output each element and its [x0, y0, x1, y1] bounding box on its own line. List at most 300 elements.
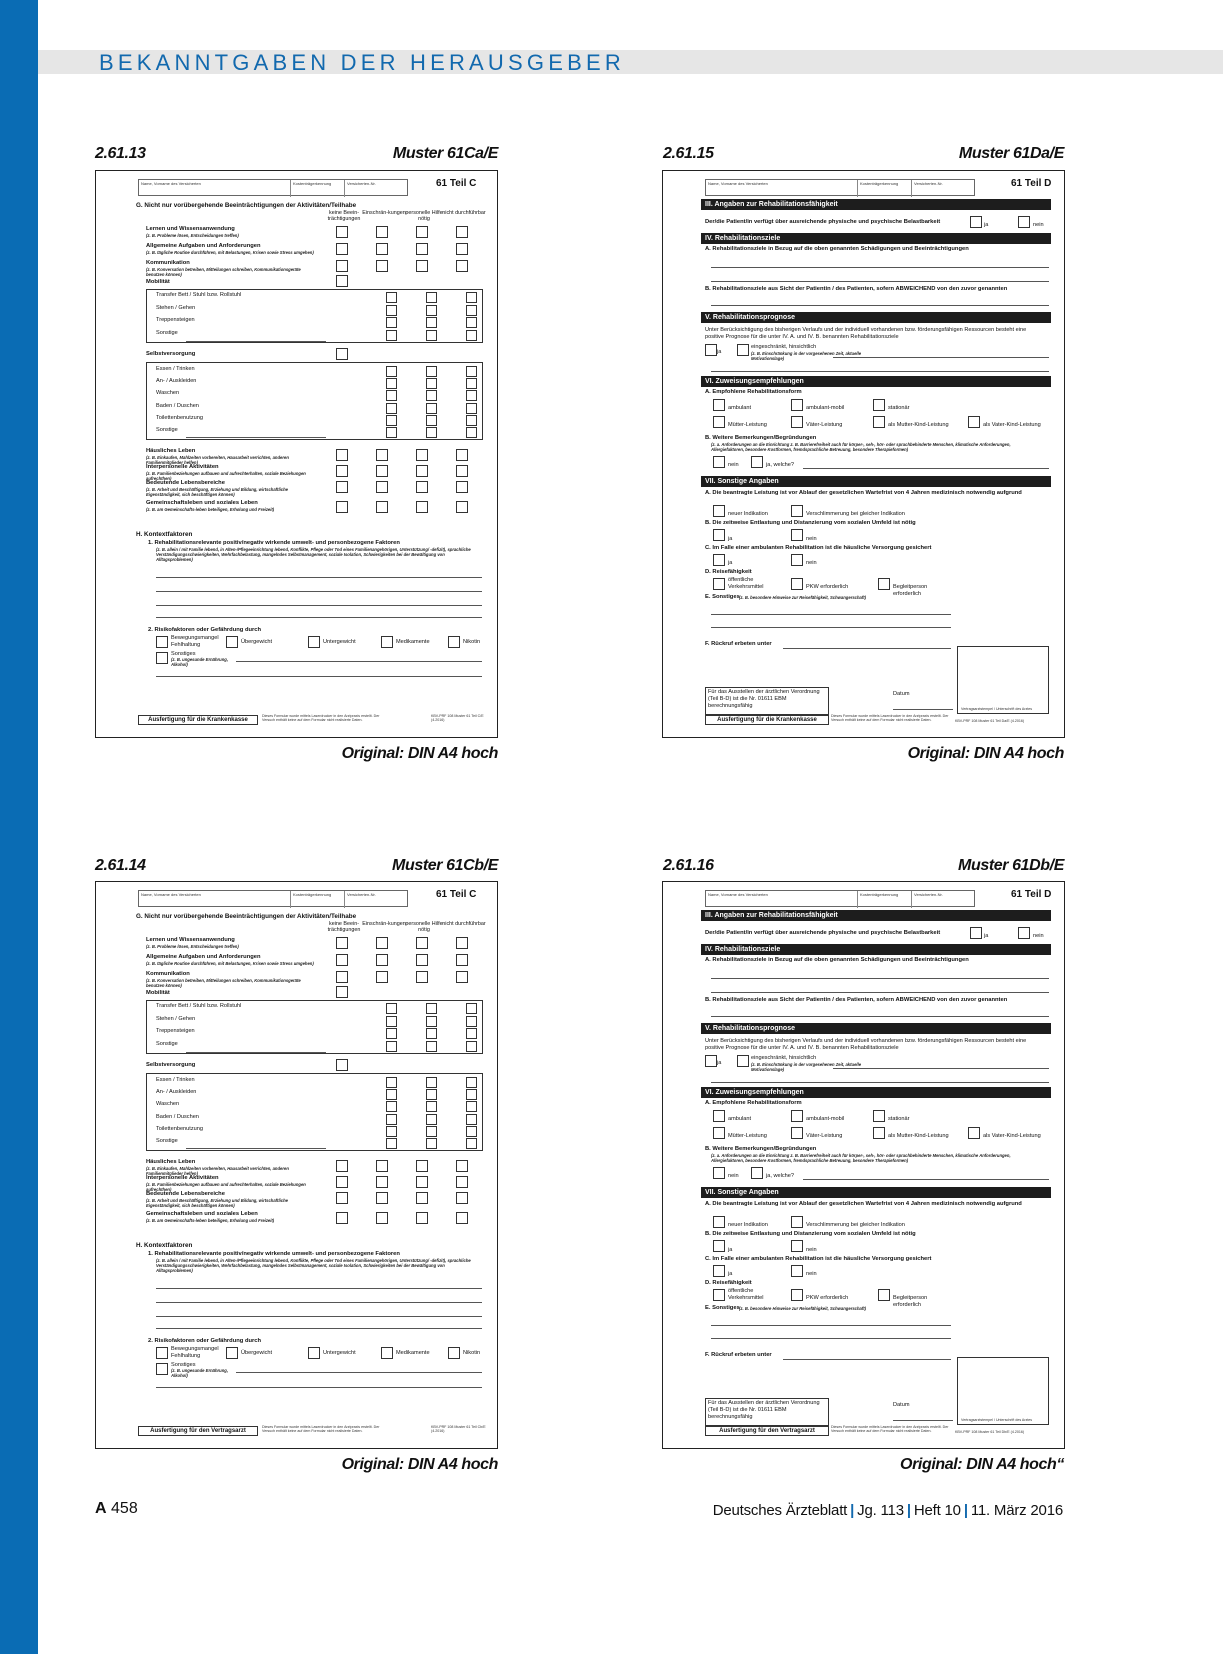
activity-label: Kommunikation: [146, 971, 190, 977]
section-v-bar: V. Rehabilitationsprognose: [701, 1023, 1051, 1034]
checkbox[interactable]: [426, 1041, 437, 1052]
checkbox[interactable]: [791, 1289, 803, 1301]
checkbox[interactable]: [456, 1192, 468, 1204]
checkbox[interactable]: [416, 260, 428, 272]
checkbox[interactable]: [456, 481, 468, 493]
checkbox[interactable]: [376, 954, 388, 966]
checkbox[interactable]: [156, 1347, 168, 1359]
risk-label: Medikamente: [396, 639, 430, 645]
activity-note: (z. B. Arbeit und Beschäftigung, Erziehung und Bildung, wirtschaftliche Eigenständigkeit, sich beschäftigen können): [146, 487, 288, 497]
checkbox[interactable]: [386, 415, 397, 426]
checkbox[interactable]: [713, 554, 725, 566]
checkbox[interactable]: [336, 1192, 348, 1204]
checkbox[interactable]: [376, 1212, 388, 1224]
form-code: KBV-PRF 108 Muster 61 Teil Da/E (4.2016): [955, 719, 1025, 723]
checkbox[interactable]: [713, 1240, 725, 1252]
checkbox[interactable]: [713, 578, 725, 590]
risk-factors-label: 2. Risikofaktoren oder Gefährdung durch: [148, 627, 262, 633]
travel-option: PKW erforderlich: [806, 1295, 849, 1301]
insured-header-box: [138, 179, 408, 196]
checkbox[interactable]: [376, 243, 388, 255]
checkbox[interactable]: [466, 305, 477, 316]
section-vi-bar: VI. Zuweisungsempfehlungen: [701, 376, 1051, 387]
column-header: personelle Hilfe nötig: [405, 210, 443, 222]
context-factors-label: 1. Rehabilitationsrelevante positiv/negativ wirkende umwelt- und personbezogene Faktoren: [148, 540, 400, 546]
checkbox[interactable]: [386, 1028, 397, 1039]
checkbox[interactable]: [416, 971, 428, 983]
checkbox[interactable]: [713, 529, 725, 541]
restricted-note: (z. B. Einschränkung in der vorgesehenen Zeit, aktuelle Motivationslage): [751, 1062, 862, 1072]
checkbox[interactable]: [416, 465, 428, 477]
section-muster: Muster 61Cb/E: [392, 857, 498, 874]
checkbox[interactable]: [791, 578, 803, 590]
checkbox[interactable]: [376, 449, 388, 461]
checkbox[interactable]: [466, 403, 477, 414]
checkbox[interactable]: [386, 330, 397, 341]
risk-factors-label: 2. Risikofaktoren oder Gefährdung durch: [148, 1338, 262, 1344]
checkbox[interactable]: [751, 456, 763, 468]
checkbox[interactable]: [376, 1192, 388, 1204]
checkbox[interactable]: [416, 1192, 428, 1204]
checkbox[interactable]: [386, 317, 397, 328]
relief-label: B. Die zeitweise Entlastung und Distanzierung vom sozialen Umfeld ist nötig: [705, 1231, 916, 1237]
checkbox[interactable]: [386, 427, 397, 438]
checkbox[interactable]: [713, 1127, 725, 1139]
self-care-item: An- / Auskleiden: [156, 1089, 197, 1096]
new-indication-label: neuer Indikation: [728, 1222, 768, 1228]
checkbox[interactable]: [878, 578, 890, 590]
context-factors-note: (z. B. allein / mit Familie lebend, in Alten-/Pflegeeinrichtung lebend, Konflikte, Pflege oder Tod eines Familienangehörigen, Unterstützung/ -defizit), sprachliche Verständigungsschwierigkeiten, Wehrfachbelastung, mangelndes Selbstmanagement, soziale Isolation, Schwierigkeiten bei der Bewältigung von Alltagsproblemen): [156, 1258, 471, 1273]
self-care-item: An- / Auskleiden: [156, 378, 197, 385]
self-care-item: Waschen: [156, 1101, 180, 1108]
answer-line: [711, 281, 1049, 282]
checkbox[interactable]: [873, 1110, 885, 1122]
checkbox[interactable]: [713, 1289, 725, 1301]
answer-line: [156, 1288, 482, 1289]
checkbox[interactable]: [426, 1089, 437, 1100]
form-small-print: Dieses Formular wurde mittels Laserdrucker in den Arztpraxis erstellt. Der Versuch enthält keine auf dem Formular nicht realisierte Daten.: [831, 714, 949, 723]
checkbox[interactable]: [426, 1138, 437, 1149]
checkbox[interactable]: [466, 1126, 477, 1137]
yes-label: ja: [984, 933, 989, 939]
checkbox[interactable]: [791, 416, 803, 428]
checkbox[interactable]: [466, 427, 477, 438]
mobility-item: Stehen / Gehen: [156, 1015, 196, 1022]
checkbox[interactable]: [336, 481, 348, 493]
header-field-label: Name, Vorname des Versicherten: [706, 180, 858, 197]
checkbox[interactable]: [466, 1028, 477, 1039]
checkbox[interactable]: [466, 1138, 477, 1149]
checkbox[interactable]: [456, 1160, 468, 1172]
checkbox[interactable]: [386, 1138, 397, 1149]
checkbox[interactable]: [386, 403, 397, 414]
checkbox[interactable]: [791, 1265, 803, 1277]
checkbox[interactable]: [466, 292, 477, 303]
no-label: nein: [1033, 222, 1044, 228]
checkbox[interactable]: [426, 317, 437, 328]
checkbox[interactable]: [381, 1347, 393, 1359]
no-label: nein: [728, 1173, 739, 1179]
answer-line: [711, 1016, 1049, 1017]
checkbox[interactable]: [456, 243, 468, 255]
section-number: 2.61.13: [95, 145, 146, 162]
checkbox[interactable]: [791, 1127, 803, 1139]
checkbox[interactable]: [791, 529, 803, 541]
checkbox[interactable]: [156, 652, 168, 664]
checkbox[interactable]: [376, 1160, 388, 1172]
checkbox[interactable]: [416, 243, 428, 255]
activity-note: (z. B. Einkaufen, Mahlzeiten vorbereiten, Hausarbeit verrichten, anderen Familienmitglieder helfen): [146, 455, 289, 465]
checkbox[interactable]: [456, 449, 468, 461]
checkbox[interactable]: [386, 1016, 397, 1027]
checkbox[interactable]: [791, 505, 803, 517]
checkbox[interactable]: [448, 636, 460, 648]
activity-note: (z. B. Konversation betreiben, Mitteilungen schreiben, Kommunikationsgeräte benutzen können): [146, 267, 301, 277]
risk-label: Nikotin: [463, 639, 481, 645]
checkbox[interactable]: [381, 636, 393, 648]
journal-name: Deutsches Ärzteblatt: [712, 1502, 848, 1519]
checkbox[interactable]: [873, 416, 885, 428]
checkbox[interactable]: [376, 1176, 388, 1188]
header-field-label: Kostenträgerkennung: [291, 180, 345, 197]
remarks-note: (z. a. Anforderungen an die Einrichtung z. B. Barrierefreiheit auch für körper-, seh-, hör- oder sprachbehinderte Menschen, klimatische Anforderungen, Allergiefaktoren, besondere Kostformen, fremdsprachliche Betreuung, besondere Therapieformen): [711, 1153, 1011, 1163]
checkbox[interactable]: [968, 1127, 980, 1139]
checkbox[interactable]: [466, 1041, 477, 1052]
checkbox[interactable]: [416, 226, 428, 238]
checkbox[interactable]: [386, 1089, 397, 1100]
column-header: keine Beein-trächtigungen: [327, 921, 361, 933]
yes-which-label: ja, welche?: [766, 1173, 794, 1179]
checkbox[interactable]: [376, 937, 388, 949]
checkbox[interactable]: [336, 260, 348, 272]
answer-line: [711, 1082, 1049, 1083]
checkbox[interactable]: [426, 366, 437, 377]
checkbox[interactable]: [466, 1101, 477, 1112]
section-g-title: G. Nicht nur vorübergehende Beeinträchtigungen der Aktivitäten/Teilhabe: [136, 202, 357, 209]
checkbox[interactable]: [426, 1101, 437, 1112]
answer-line: [711, 614, 951, 615]
checkbox[interactable]: [386, 366, 397, 377]
checkbox[interactable]: [426, 1003, 437, 1014]
checkbox[interactable]: [466, 1016, 477, 1027]
rehab-form-label: A. Empfohlene Rehabilitationsform: [705, 1100, 802, 1106]
checkbox[interactable]: [416, 954, 428, 966]
section-v-bar: V. Rehabilitationsprognose: [701, 312, 1051, 323]
rehab-form-option: Mütter-Leistung: [728, 1133, 767, 1139]
checkbox[interactable]: [448, 1347, 460, 1359]
checkbox[interactable]: [376, 465, 388, 477]
mobility-item: Sonstige: [156, 329, 178, 336]
checkbox[interactable]: [386, 390, 397, 401]
risk-label: Nikotin: [463, 1350, 481, 1356]
page-header-title: BEKANNTGABEN DER HERAUSGEBER: [99, 50, 625, 75]
page-number: [95, 1500, 138, 1518]
checkbox[interactable]: [466, 366, 477, 377]
checkbox[interactable]: [456, 937, 468, 949]
checkbox[interactable]: [426, 1126, 437, 1137]
activity-note: (z. B. Probleme lösen, Entscheidungen treffen): [146, 233, 239, 238]
waiting-period-label: A. Die beantragte Leistung ist vor Ablauf der gesetzlichen Wartefrist von 4 Jahren medizinisch notwendig aufgrund: [705, 1201, 1022, 1207]
activity-note: (z. B. tägliche Routine durchführen, mit Belastungen, Krisen sowie Stress umgehen): [146, 961, 314, 966]
checkbox[interactable]: [336, 954, 348, 966]
checkbox[interactable]: [386, 1003, 397, 1014]
checkbox[interactable]: [426, 378, 437, 389]
no-label: nein: [806, 1247, 817, 1253]
checkbox[interactable]: [226, 636, 238, 648]
checkbox[interactable]: [456, 1212, 468, 1224]
checkbox[interactable]: [156, 636, 168, 648]
checkbox[interactable]: [456, 260, 468, 272]
activity-label: Bedeutende Lebensbereiche: [146, 480, 225, 486]
checkbox[interactable]: [376, 971, 388, 983]
checkbox[interactable]: [713, 399, 725, 411]
self-care-item: Baden / Duschen: [156, 402, 199, 409]
relief-label: B. Die zeitweise Entlastung und Distanzierung vom sozialen Umfeld ist nötig: [705, 520, 916, 526]
header-field-label: Kostenträgerkennung: [858, 180, 912, 197]
rehab-form-option: stationär: [888, 1116, 910, 1122]
checkbox[interactable]: [376, 260, 388, 272]
yes-label: ja: [728, 1247, 733, 1253]
page-prefix: A: [95, 1500, 107, 1517]
checkbox[interactable]: [456, 501, 468, 513]
section-number: 2.61.14: [95, 857, 146, 874]
checkbox[interactable]: [878, 1289, 890, 1301]
risk-label: Untergewicht: [323, 639, 356, 645]
checkbox[interactable]: [426, 1016, 437, 1027]
ebm-note: Für das Ausstellen der ärztlichen Verordnung (Teil B-D) ist die Nr. 01611 EBM berechnungsfähig: [708, 1400, 820, 1420]
activity-note: (z. B. Familienbeziehungen aufbauen und aufrechterhalten, soziale Beziehungen aufrechthen): [146, 1182, 306, 1192]
checkbox[interactable]: [466, 1114, 477, 1125]
activity-label: Häusliches Leben: [146, 448, 196, 454]
rehab-form-option: ambulant: [728, 1116, 752, 1122]
checkbox[interactable]: [426, 330, 437, 341]
checkbox[interactable]: [426, 415, 437, 426]
checkbox[interactable]: [466, 330, 477, 341]
checkbox[interactable]: [466, 378, 477, 389]
checkbox[interactable]: [791, 1110, 803, 1122]
activity-label: Bedeutende Lebensbereiche: [146, 1191, 225, 1197]
checkbox[interactable]: [737, 344, 749, 356]
new-indication-label: neuer Indikation: [728, 511, 768, 517]
checkbox[interactable]: [426, 1114, 437, 1125]
checkbox[interactable]: [456, 971, 468, 983]
answer-line: [783, 648, 951, 649]
checkbox[interactable]: [1018, 216, 1030, 228]
checkbox[interactable]: [705, 344, 717, 356]
restricted-label: eingeschränkt, hinsichtlich: [751, 1055, 817, 1061]
checkbox[interactable]: [456, 226, 468, 238]
goals-b-label: B. Rehabilitationsziele aus Sicht der Patientin / des Patienten, sofern ABWEICHEND von den zuvor genannten: [705, 997, 1008, 1003]
checkbox[interactable]: [968, 416, 980, 428]
original-format-note: Original: DIN A4 hoch: [341, 745, 498, 762]
risk-label: Übergewicht: [241, 639, 273, 645]
callback-label: F. Rückruf erbeten unter: [705, 641, 772, 647]
checkbox[interactable]: [416, 1176, 428, 1188]
checkbox[interactable]: [713, 416, 725, 428]
journal-volume: Jg. 113: [857, 1502, 904, 1519]
goals-a-label: A. Rehabilitationsziele in Bezug auf die oben genannten Schädigungen und Beeinträchtigungen: [705, 957, 969, 963]
checkbox[interactable]: [713, 1110, 725, 1122]
checkbox[interactable]: [336, 226, 348, 238]
checkbox[interactable]: [416, 937, 428, 949]
section-h-title: H. Kontextfaktoren: [136, 1242, 193, 1249]
risk-label: Übergewicht: [241, 1350, 273, 1356]
checkbox[interactable]: [791, 1216, 803, 1228]
checkbox[interactable]: [336, 465, 348, 477]
page-number-value: 458: [111, 1500, 138, 1517]
rehab-form-option: Mütter-Leistung: [728, 422, 767, 428]
section-vii-bar: VII. Sonstige Angaben: [701, 476, 1051, 487]
form-code: KBV-PRF 108 Muster 61 Teil Db/E (4.2016): [955, 1430, 1025, 1434]
checkbox[interactable]: [416, 1160, 428, 1172]
checkbox[interactable]: [386, 1101, 397, 1112]
risk-label: Medikamente: [396, 1350, 430, 1356]
section-muster: Muster 61Db/E: [958, 857, 1064, 874]
checkbox[interactable]: [376, 226, 388, 238]
checkbox[interactable]: [376, 481, 388, 493]
checkbox[interactable]: [466, 1077, 477, 1088]
checkbox[interactable]: [336, 449, 348, 461]
checkbox[interactable]: [466, 1003, 477, 1014]
activity-label: Allgemeine Aufgaben und Anforderungen: [146, 243, 261, 249]
remarks-note: (z. a. Anforderungen an die Einrichtung z. B. Barrierefreiheit auch für körper-, seh-, hör- oder sprachbehinderte Menschen, klimatische Anforderungen, Allergiefaktoren, besondere Kostformen, fremdsprachliche Betreuung, besondere Therapieformen): [711, 442, 1011, 452]
checkbox[interactable]: [336, 1212, 348, 1224]
checkbox[interactable]: [226, 1347, 238, 1359]
checkbox[interactable]: [791, 399, 803, 411]
checkbox[interactable]: [336, 1176, 348, 1188]
line: [186, 341, 326, 342]
date-line: [893, 1420, 953, 1421]
activity-note: (z. B. Konversation betreiben, Mitteilungen schreiben, Kommunikationsgeräte benutzen können): [146, 978, 301, 988]
checkbox[interactable]: [466, 1089, 477, 1100]
no-label: nein: [1033, 933, 1044, 939]
checkbox[interactable]: [416, 1212, 428, 1224]
self-care-label: Selbstversorgung: [146, 351, 196, 357]
mobility-item: Sonstige: [156, 1040, 178, 1047]
checkbox[interactable]: [336, 501, 348, 513]
checkbox[interactable]: [466, 390, 477, 401]
checkbox[interactable]: [791, 554, 803, 566]
checkbox[interactable]: [1018, 927, 1030, 939]
checkbox[interactable]: [751, 1167, 763, 1179]
checkbox[interactable]: [873, 1127, 885, 1139]
original-format-note: Original: DIN A4 hoch: [907, 745, 1064, 762]
checkbox[interactable]: [466, 415, 477, 426]
activity-label: Kommunikation: [146, 260, 190, 266]
checkbox[interactable]: [336, 937, 348, 949]
checkbox[interactable]: [386, 292, 397, 303]
checkbox[interactable]: [713, 1216, 725, 1228]
checkbox[interactable]: [713, 1167, 725, 1179]
checkbox[interactable]: [308, 636, 320, 648]
form-code: KBV-PRF 108 Muster 61 Teil Cb/E (4.2016): [431, 1425, 486, 1434]
checkbox[interactable]: [156, 1363, 168, 1375]
yes-which-label: ja, welche?: [766, 462, 794, 468]
checkbox[interactable]: [970, 927, 982, 939]
rehab-form-option: ambulant-mobil: [806, 405, 845, 411]
checkbox[interactable]: [426, 1077, 437, 1088]
checkbox[interactable]: [456, 465, 468, 477]
checkbox[interactable]: [386, 1041, 397, 1052]
checkbox[interactable]: [873, 399, 885, 411]
checkbox[interactable]: [336, 971, 348, 983]
checkbox[interactable]: [426, 292, 437, 303]
checkbox[interactable]: [713, 1265, 725, 1277]
mobility-item: Transfer Bett / Stuhl bzw. Rollstuhl: [156, 1003, 242, 1009]
answer-line: [156, 577, 482, 578]
checkbox[interactable]: [456, 1176, 468, 1188]
checkbox[interactable]: [791, 1240, 803, 1252]
header-field-label: Name, Vorname des Versicherten: [139, 180, 291, 197]
stamp-note: Vertragsarztstempel / Unterschrift des Arztes: [961, 707, 1033, 711]
checkbox[interactable]: [386, 1126, 397, 1137]
section-iii-bar: III. Angaben zur Rehabilitationsfähigkeit: [701, 199, 1051, 210]
checkbox[interactable]: [336, 1160, 348, 1172]
answer-line: [711, 305, 1049, 306]
checkbox[interactable]: [336, 1059, 348, 1071]
checkbox[interactable]: [386, 305, 397, 316]
checkbox[interactable]: [416, 481, 428, 493]
answer-line: [711, 1338, 951, 1339]
activity-note: (z. B. Einkaufen, Mahlzeiten vorbereiten, Hausarbeit verrichten, anderen Familienmitglieder helfen): [146, 1166, 289, 1176]
checkbox[interactable]: [386, 1077, 397, 1088]
travel-option: Begleitperson erforderlich: [893, 1295, 928, 1308]
checkbox[interactable]: [466, 317, 477, 328]
checkbox[interactable]: [426, 390, 437, 401]
column-header: nicht durchführbar: [442, 921, 486, 927]
activity-note: (z. B. Probleme lösen, Entscheidungen treffen): [146, 944, 239, 949]
answer-line: [156, 617, 482, 618]
checkbox[interactable]: [336, 243, 348, 255]
checkbox[interactable]: [336, 275, 348, 287]
header-field-label: Versicherten-Nr.: [914, 892, 943, 897]
checkbox[interactable]: [386, 378, 397, 389]
section-muster: Muster 61Da/E: [958, 145, 1064, 162]
checkbox[interactable]: [416, 501, 428, 513]
checkbox[interactable]: [376, 501, 388, 513]
checkbox[interactable]: [426, 1028, 437, 1039]
checkbox[interactable]: [426, 427, 437, 438]
answer-line: [783, 1359, 951, 1360]
answer-line: [711, 978, 1049, 979]
checkbox[interactable]: [426, 403, 437, 414]
checkbox[interactable]: [970, 216, 982, 228]
checkbox[interactable]: [336, 348, 348, 360]
worsening-label: Verschlimmerung bei gleicher Indikation: [806, 511, 905, 517]
other-note: (z. B. besondere Hinweise zur Reisefähigkeit, Schwangerschaft): [739, 595, 867, 600]
checkbox[interactable]: [308, 1347, 320, 1359]
checkbox[interactable]: [713, 456, 725, 468]
capacity-statement: Der/die Patient/in verfügt über ausreichende physische und psychische Belastbarkeit: [705, 930, 941, 936]
checkbox[interactable]: [426, 305, 437, 316]
checkbox[interactable]: [336, 986, 348, 998]
checkbox[interactable]: [456, 954, 468, 966]
checkbox[interactable]: [416, 449, 428, 461]
checkbox[interactable]: [386, 1114, 397, 1125]
other-label: E. Sonstiges: [705, 1305, 740, 1311]
activity-note: (z. B. tägliche Routine durchführen, mit Belastungen, Krisen sowie Stress umgehen): [146, 250, 314, 255]
activity-label: Interpersonelle Aktivitäten: [146, 464, 219, 470]
rehab-form-option: als Mutter-Kind-Leistung: [888, 422, 949, 428]
checkbox[interactable]: [705, 1055, 717, 1067]
checkbox[interactable]: [713, 505, 725, 517]
answer-line: [156, 591, 482, 592]
checkbox[interactable]: [737, 1055, 749, 1067]
answer-line: [833, 1068, 1049, 1069]
header-field-label: Kostenträgerkennung: [291, 891, 345, 908]
form-muster-61da: [662, 170, 1065, 738]
answer-line: [711, 992, 1049, 993]
